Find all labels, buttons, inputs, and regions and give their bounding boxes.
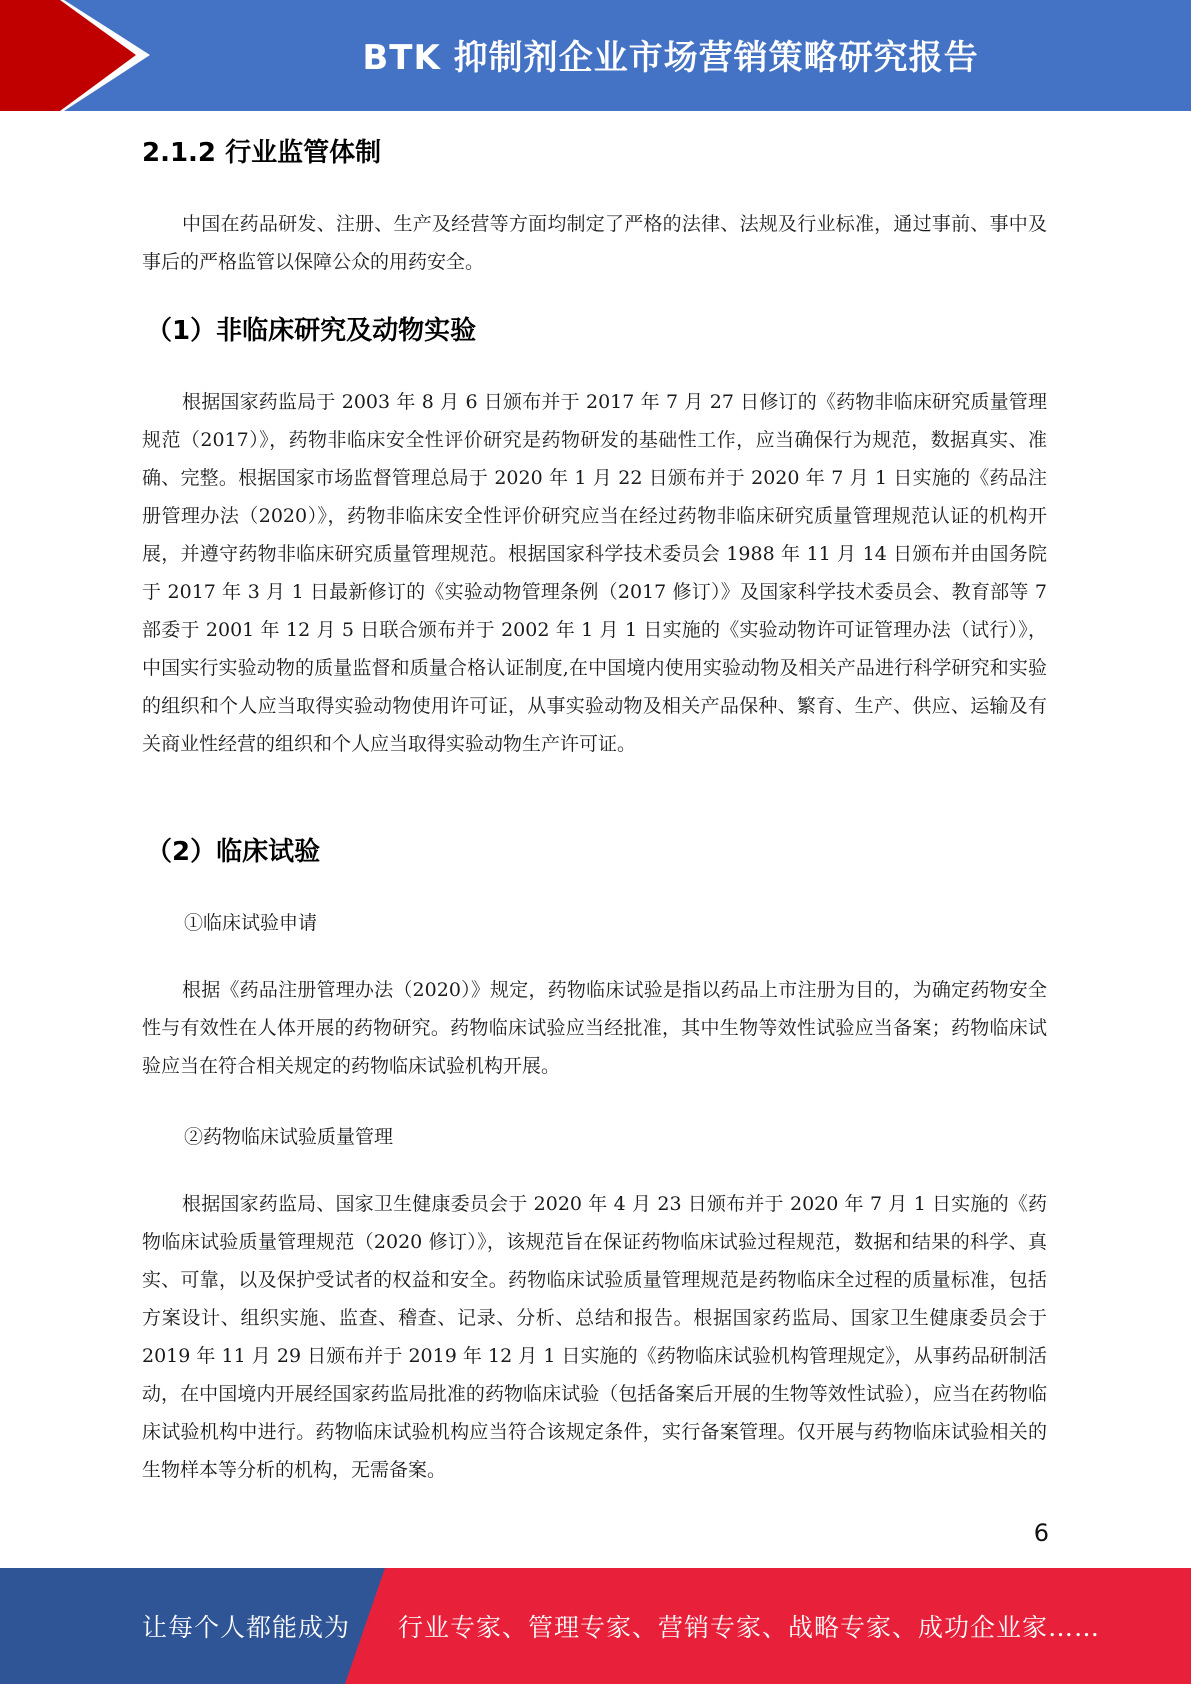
- part1-heading: （1）非临床研究及动物实验: [146, 316, 477, 346]
- clinical-application-paragraph: 根据《药品注册管理办法（2020）》规定，药物临床试验是指以药品上市注册为目的，为确定药物安全性与有效性在人体开展的药物研究。药物临床试验应当经批准，其中生物等效性试验应当备案；药物临床试验应当在符合相关规定的药物临床试验机构开展。: [142, 979, 1047, 1077]
- page-header: [0, 0, 1191, 111]
- page-number: 6: [1033, 1519, 1049, 1547]
- chevron-logo-icon: [0, 0, 160, 111]
- page-footer: [0, 1568, 1191, 1684]
- section-heading: 2.1.2 行业监管体制: [142, 138, 382, 168]
- subsection-title-quality-management: ②药物临床试验质量管理: [184, 1126, 394, 1148]
- footer-slogan-left: 让每个人都能成为: [142, 1613, 351, 1642]
- quality-management-paragraph: 根据国家药监局、国家卫生健康委员会于 2020 年 4 月 23 日颁布并于 2020 年 7 月 1 日实施的《药物临床试验质量管理规范（2020 修订）》，该规范旨在保证药物临床试验过程规范，数据和结果的科学、真实、可靠，以及保护受试者的权益和安全。药物临床试验质量管理规范是药物临床全过程的质量标准，包括方案设计、组织实施、监查、稽查、记录、分析、总结和报告。根据国家药监局、国家卫生健康委员会于 2019 年 11 月 29 日颁布并于 2019 年 12 月 1 日实施的《药物临床试验机构管理规定》，从事药品研制活动，在中国境内开展经国家药监局批准的药物临床试验（包括备案后开展的生物等效性试验），应当在药物临床试验机构中进行。药物临床试验机构应当符合该规定条件，实行备案管理。仅开展与药物临床试验相关的生物样本等分析的机构，无需备案。: [142, 1193, 1047, 1481]
- part2-heading: （2）临床试验: [146, 837, 321, 867]
- intro-paragraph: 中国在药品研发、注册、生产及经营等方面均制定了严格的法律、法规及行业标准，通过事前、事中及事后的严格监管以保障公众的用药安全。: [142, 213, 1047, 273]
- report-title: BTK 抑制剂企业市场营销策略研究报告: [362, 37, 979, 78]
- footer-slogan-right: 行业专家、管理专家、营销专家、战略专家、成功企业家……: [398, 1613, 1101, 1642]
- subsection-title-clinical-application: ①临床试验申请: [184, 912, 318, 934]
- part1-paragraph: 根据国家药监局于 2003 年 8 月 6 日颁布并于 2017 年 7 月 27 日修订的《药物非临床研究质量管理规范（2017）》，药物非临床安全性评价研究是药物研发的基础性工作，应当确保行为规范，数据真实、准确、完整。根据国家市场监督管理总局于 2020 年 1 月 22 日颁布并于 2020 年 7 月 1 日实施的《药品注册管理办法（2020）》，药物非临床安全性评价研究应当在经过药物非临床研究质量管理规范认证的机构开展，并遵守药物非临床研究质量管理规范。根据国家科学技术委员会 1988 年 11 月 14 日颁布并由国务院于 2017 年 3 月 1 日最新修订的《实验动物管理条例（2017 修订）》及国家科学技术委员会、教育部等 7 部委于 2001 年 12 月 5 日联合颁布并于 2002 年 1 月 1 日实施的《实验动物许可证管理办法（试行）》，中国实行实验动物的质量监督和质量合格认证制度,在中国境内使用实验动物及相关产品进行科学研究和实验的组织和个人应当取得实验动物使用许可证，从事实验动物及相关产品保种、繁育、生产、供应、运输及有关商业性经营的组织和个人应当取得实验动物生产许可证。: [142, 391, 1047, 755]
